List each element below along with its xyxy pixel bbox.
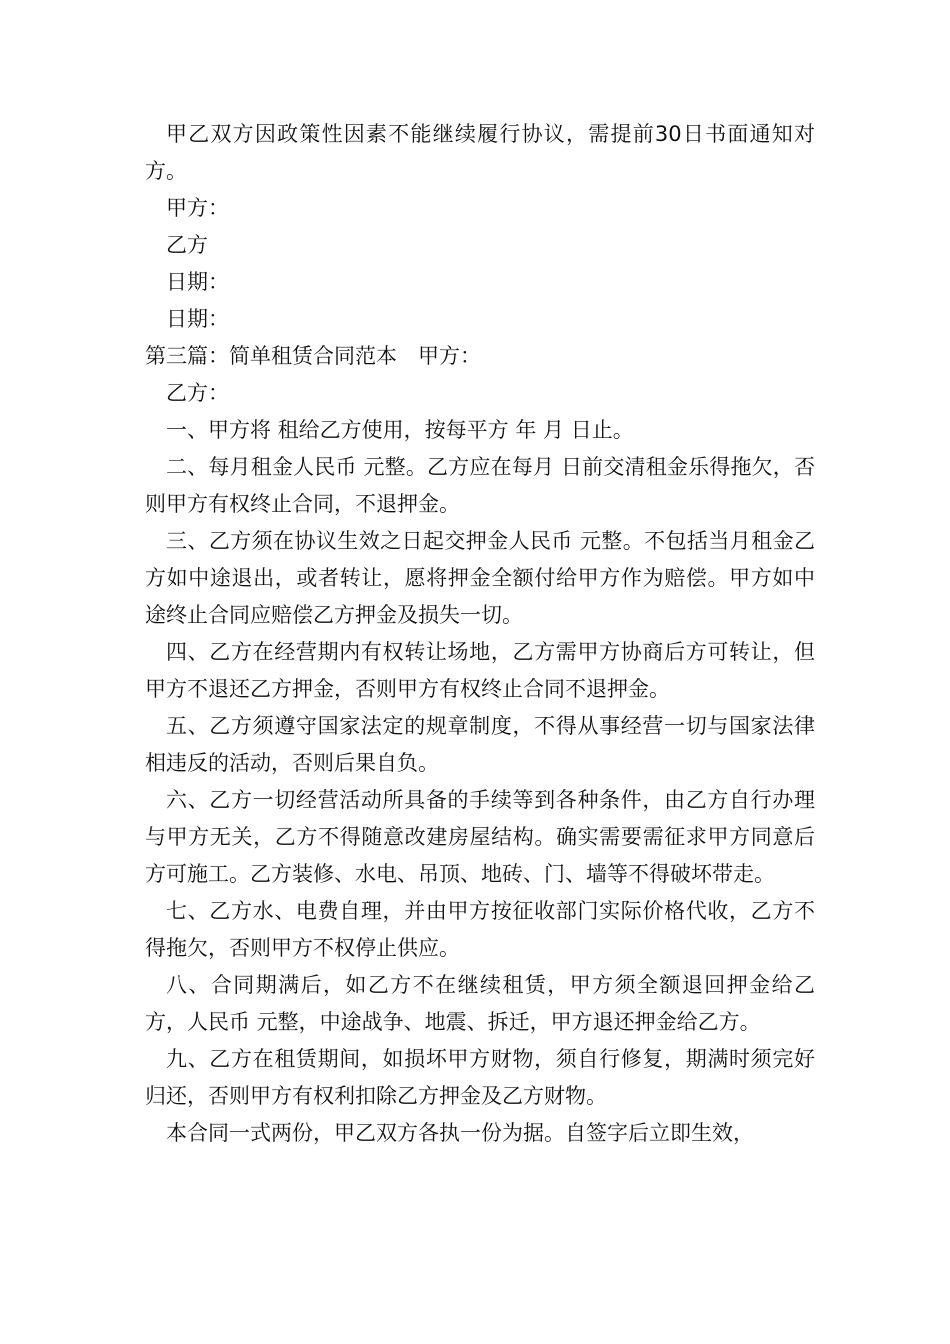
clause-1: 一、甲方将 租给乙方使用，按每平方 年 月 日止。 xyxy=(166,418,634,442)
section-heading: 第三篇：简单租赁合同范本 甲方： xyxy=(145,344,481,368)
clause-4: 四、乙方在经营期内有权转让场地，乙方需甲方协商后方可转让，但甲方不退还乙方押金，否则甲方有权终止合同不退押金。 xyxy=(145,640,815,701)
clause-2: 二、每月租金人民币 元整。乙方应在每月 日前交清租金乐得拖欠，否则甲方有权终止合同，不退押金。 xyxy=(145,455,815,516)
closing-paragraph: 本合同一式两份，甲乙双方各执一份为据。自签字后立即生效， xyxy=(166,1121,754,1145)
paragraph-policy-termination: 甲乙双方因政策性因素不能继续履行协议，需提前30日书面通知对方。 xyxy=(145,122,815,183)
clause-5: 五、乙方须遵守国家法定的规章制度，不得从事经营一切与国家法律相违反的活动，否则后果自负。 xyxy=(145,714,815,775)
clause-7: 七、乙方水、电费自理，并由甲方按征收部门实际价格代收，乙方不得拖欠，否则甲方不权停止供应。 xyxy=(145,899,815,960)
date-label-1: 日期： xyxy=(166,270,229,294)
clause-3: 三、乙方须在协议生效之日起交押金人民币 元整。不包括当月租金乙方如中途退出，或者转让，愿将押金全额付给甲方作为赔偿。甲方如中途终止合同应赔偿乙方押金及损失一切。 xyxy=(145,529,815,627)
party-a-label: 甲方： xyxy=(166,196,229,220)
clause-8: 八、合同期满后，如乙方不在继续租赁，甲方须全额退回押金给乙方，人民币 元整，中途战争、地震、拆迁，甲方退还押金给乙方。 xyxy=(145,973,815,1034)
party-b-label-2: 乙方： xyxy=(166,381,229,405)
date-label-2: 日期： xyxy=(166,307,229,331)
clause-9: 九、乙方在租赁期间，如损坏甲方财物，须自行修复，期满时须完好归还，否则甲方有权利扣除乙方押金及乙方财物。 xyxy=(145,1047,815,1108)
party-b-label: 乙方 xyxy=(166,233,208,257)
clause-6: 六、乙方一切经营活动所具备的手续等到各种条件，由乙方自行办理与甲方无关，乙方不得随意改建房屋结构。确实需要需征求甲方同意后方可施工。乙方装修、水电、吊顶、地砖、门、墙等不得破坏带走。 xyxy=(145,788,815,886)
document-body xyxy=(145,116,815,1152)
